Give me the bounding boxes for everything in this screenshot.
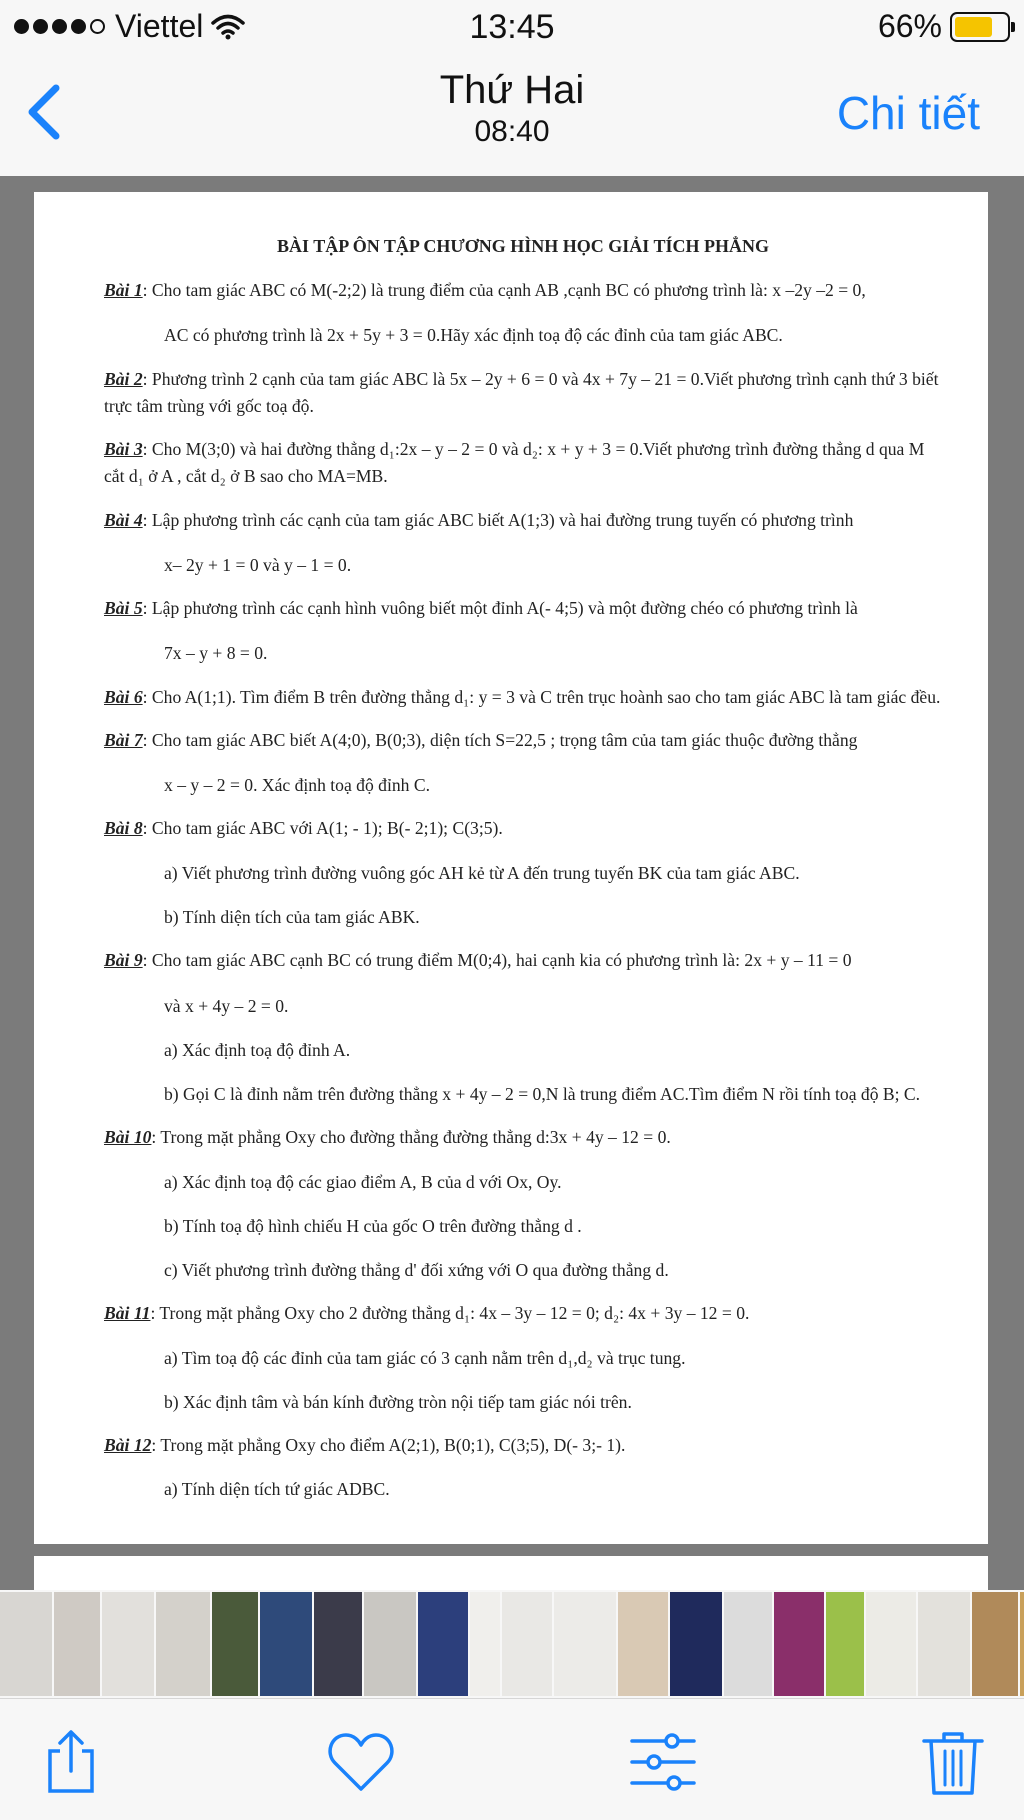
exercise-part-b: b) Xác định tâm và bán kính đường tròn nội tiếp tam giác nói trên. [164,1391,632,1412]
heart-icon[interactable] [326,1727,396,1797]
thumbnail[interactable] [918,1592,970,1696]
carrier-name: Viettel [115,8,204,44]
thumbnail[interactable] [670,1592,722,1696]
thumbnail[interactable] [774,1592,824,1696]
exercise-label: Bài 5 [104,598,143,619]
thumbnail[interactable] [502,1592,552,1696]
exercise-text: : Lập phương trình các cạnh hình vuông biết một đỉnh A(- 4;5) và một đường chéo có phương trình là [142,598,858,619]
battery-icon [950,12,1010,42]
exercise-9 [104,947,942,1108]
thumbnail[interactable] [54,1592,100,1696]
exercise-continuation: x – y – 2 = 0. Xác định toạ độ đỉnh C. [164,775,430,796]
exercise-part-a: a) Tính diện tích tứ giác ADBC. [164,1479,390,1500]
exercise-1 [104,277,942,350]
exercise-part-a: a) Tìm toạ độ các đỉnh của tam giác có 3 cạnh nằm trên d₁,d₂ và trục tung. [164,1347,686,1368]
exercise-8 [104,815,942,931]
exercise-4 [104,507,942,580]
exercise-text: : Trong mặt phẳng Oxy cho đường thẳng đường thẳng d:3x + 4y – 12 = 0. [151,1127,671,1148]
exercise-text: : Trong mặt phẳng Oxy cho điểm A(2;1), B(0;1), C(3;5), D(- 3;- 1). [151,1435,626,1456]
trash-icon[interactable] [918,1727,988,1797]
thumbnail[interactable] [866,1592,916,1696]
exercise-part-b: b) Gọi C là đỉnh nằm trên đường thẳng x + 4y – 2 = 0,N là trung điểm AC.Tìm điểm N rồi tính toạ độ B; C. [164,1084,921,1105]
exercise-continuation: và x + 4y – 2 = 0. [164,995,289,1016]
battery-percent: 66% [877,8,942,44]
exercise-2 [104,366,942,421]
exercise-part-a: a) Xác định toạ độ các giao điểm A, B của d với Ox, Oy. [164,1171,562,1192]
exercise-continuation: 7x – y + 8 = 0. [164,643,268,664]
exercise-text: : Cho tam giác ABC với A(1; - 1); B(- 2;1); C(3;5). [142,818,503,839]
photo-viewer[interactable] [0,176,1024,1590]
thumbnail-strip[interactable] [0,1590,1024,1698]
exercise-label: Bài 7 [104,729,143,750]
exercise-text: : Trong mặt phẳng Oxy cho 2 đường thẳng d₁: 4x – 3y – 12 = 0; d₂: 4x + 3y – 12 = 0. [150,1303,750,1324]
thumbnail[interactable] [470,1592,500,1696]
exercise-continuation: x– 2y + 1 = 0 và y – 1 = 0. [164,554,352,575]
exercise-6 [104,684,942,711]
nav-title-day: Thứ Hai [439,68,585,112]
exercise-label: Bài 8 [104,818,143,839]
adjust-icon[interactable] [628,1727,698,1797]
next-page-edge [34,1556,988,1590]
exercise-label: Bài 2 [104,368,143,389]
navigation-bar [0,56,1024,177]
exercise-part-b: b) Tính diện tích của tam giác ABK. [164,906,420,927]
exercise-label: Bài 10 [104,1127,152,1148]
exercise-text: : Cho tam giác ABC biết A(4;0), B(0;3), diện tích S=22,5 ; trọng tâm của tam giác thuộc đường thẳng [142,729,858,750]
thumbnail[interactable] [314,1592,362,1696]
exercise-continuation: AC có phương trình là 2x + 5y + 3 = 0.Hãy xác định toạ độ các đỉnh của tam giác ABC. [164,325,783,346]
exercise-label: Bài 12 [104,1435,152,1456]
status-time: 13:45 [469,8,555,46]
thumbnail[interactable] [364,1592,416,1696]
exercise-text: : Cho tam giác ABC cạnh BC có trung điểm M(0;4), hai cạnh kia có phương trình là: 2x + y – 11 = 0 [142,950,852,971]
thumbnail[interactable] [724,1592,772,1696]
thumbnail[interactable] [554,1592,616,1696]
exercise-5 [104,595,942,668]
thumbnail[interactable] [418,1592,468,1696]
exercise-label: Bài 1 [104,280,143,300]
exercise-12 [104,1432,942,1504]
share-icon[interactable] [36,1727,106,1797]
document-title: BÀI TẬP ÔN TẬP CHƯƠNG HÌNH HỌC GIẢI TÍCH PHẲNG [277,236,769,256]
exercise-text: : Cho A(1;1). Tìm điểm B trên đường thẳng d₁: y = 3 và C trên trục hoành sao cho tam giác ABC là tam giác đều. [142,686,941,707]
exercise-text: : Lập phương trình các cạnh của tam giác ABC biết A(1;3) và hai đường trung tuyến có phương trình [142,509,854,530]
status-bar [0,0,1024,56]
details-button[interactable]: Chi tiết [836,87,980,139]
thumbnail[interactable] [618,1592,668,1696]
exercise-part-c: c) Viết phương trình đường thẳng d' đối xứng với O qua đường thẳng d. [164,1260,669,1281]
exercise-text: : Cho M(3;0) và hai đường thẳng d₁:2x – y – 2 = 0 và d₂: x + y + 3 = 0.Viết phương trình đường thẳng d qua M cắt d₁ ở A , cắt d₂ ở B sao cho MA=MB. [104,439,925,487]
exercise-text: : Cho tam giác ABC có M(-2;2) là trung điểm của cạnh AB ,cạnh BC có phương trình là: x –2y –2 = 0, [142,280,866,300]
exercise-label: Bài 4 [104,509,143,530]
exercise-part-a: a) Viết phương trình đường vuông góc AH kẻ từ A đến trung tuyến BK của tam giác ABC. [164,862,800,883]
document-page [34,192,988,1544]
exercise-label: Bài 11 [104,1303,151,1324]
thumbnail[interactable] [260,1592,312,1696]
exercise-text: : Phương trình 2 cạnh của tam giác ABC là 5x – 2y + 6 = 0 và 4x + 7y – 21 = 0.Viết phương trình cạnh thứ 3 biết trực tâm trùng với gốc toạ độ. [104,368,939,416]
thumbnail[interactable] [826,1592,864,1696]
exercise-label: Bài 3 [104,439,143,460]
exercise-label: Bài 6 [104,686,143,707]
thumbnail[interactable] [972,1592,1018,1696]
thumbnail[interactable] [212,1592,258,1696]
exercise-part-a: a) Xác định toạ độ đỉnh A. [164,1039,351,1060]
thumbnail[interactable] [156,1592,210,1696]
exercise-11 [104,1300,942,1416]
exercise-3 [104,436,942,491]
thumbnail[interactable] [0,1592,52,1696]
exercise-7 [104,727,942,800]
nav-title-time: 08:40 [474,115,550,148]
exercise-part-b: b) Tính toạ độ hình chiếu H của gốc O trên đường thẳng d . [164,1215,582,1236]
bottom-toolbar [0,1698,1024,1820]
exercise-10 [104,1124,942,1284]
battery-group [878,8,1010,45]
exercise-label: Bài 9 [104,950,143,971]
thumbnail[interactable] [102,1592,154,1696]
thumbnail[interactable] [1020,1592,1024,1696]
